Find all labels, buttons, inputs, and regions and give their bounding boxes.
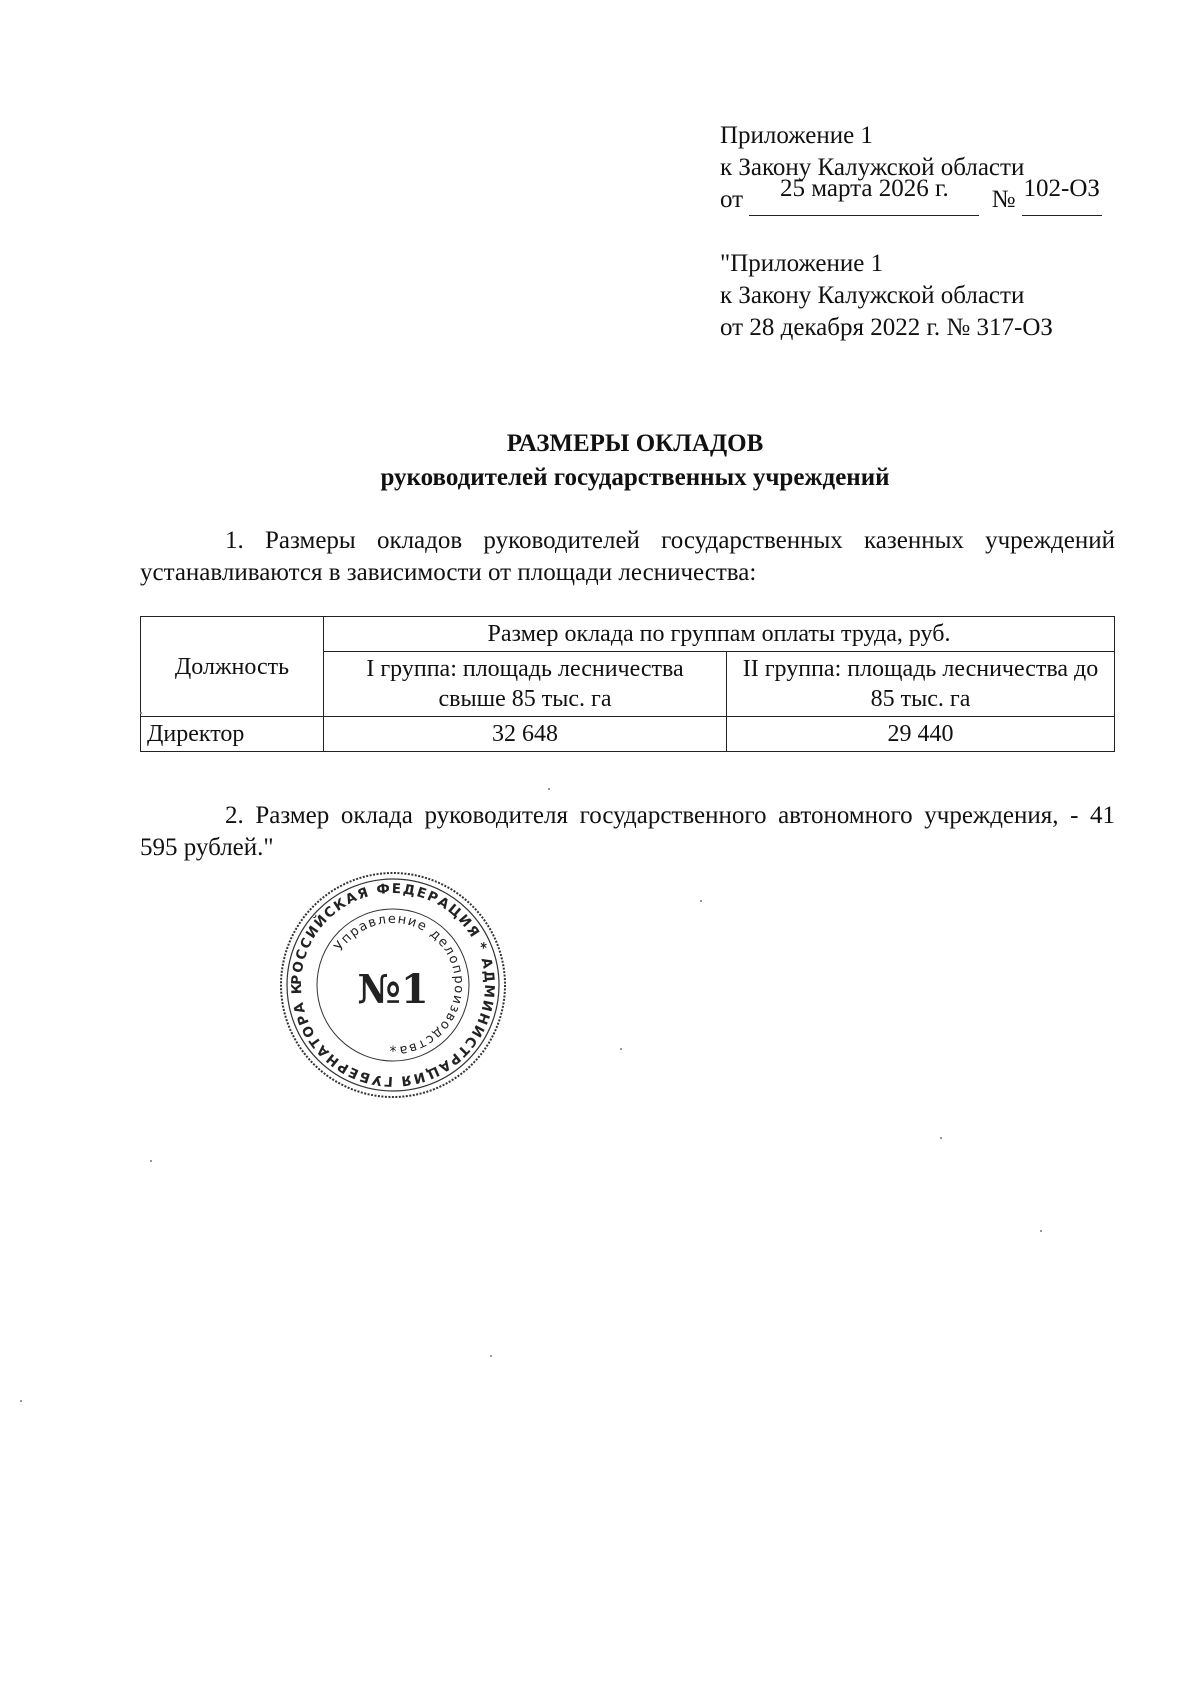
quoted-annex-law-ref: к Закону Калужской области bbox=[720, 282, 1025, 309]
annex-from-label: от bbox=[720, 186, 744, 213]
seal-outer-text: РОССИЙСКАЯ ФЕДЕРАЦИЯ * АДМИНИСТРАЦИЯ ГУБЕРНАТОРА К bbox=[288, 880, 498, 1090]
table-cell-position: Директор bbox=[141, 717, 324, 752]
official-seal bbox=[278, 870, 508, 1100]
annex-date-line bbox=[720, 175, 1102, 216]
scan-speck bbox=[940, 1137, 942, 1139]
table-cell-group-2: 29 440 bbox=[727, 717, 1115, 752]
scan-speck bbox=[490, 1355, 492, 1357]
scan-speck bbox=[140, 712, 142, 714]
quoted-annex-header bbox=[720, 248, 1053, 344]
table-row bbox=[141, 717, 1115, 752]
scan-speck bbox=[1040, 1230, 1042, 1232]
seal-inner-text: Управление делопроизводства bbox=[331, 911, 467, 1058]
seal-graphic bbox=[278, 870, 508, 1100]
table-header-salary-groups: Размер оклада по группам оплаты труда, руб. bbox=[324, 617, 1115, 652]
table-header-group-2: II группа: площадь лесничества до 85 тыс. га bbox=[727, 652, 1115, 717]
annex-date-value: 25 марта 2026 г. bbox=[780, 175, 949, 202]
annex-number-field bbox=[1022, 175, 1102, 216]
salary-table bbox=[140, 616, 1115, 752]
table-header-position: Должность bbox=[141, 617, 324, 717]
annex-number-value: 102-ОЗ bbox=[1023, 175, 1100, 202]
document-subtitle: руководителей государственных учреждений bbox=[380, 464, 890, 491]
annex-header bbox=[720, 120, 1102, 216]
annex-number-label: № bbox=[991, 186, 1016, 213]
seal-star-icon: * bbox=[389, 1044, 397, 1060]
table-header-row bbox=[141, 617, 1115, 652]
annex-date-field bbox=[749, 175, 979, 216]
paragraph-1 bbox=[140, 525, 1115, 589]
seal-center-number: №1 bbox=[357, 966, 429, 1013]
table-cell-group-1: 32 648 bbox=[324, 717, 727, 752]
quoted-annex-title: "Приложение 1 bbox=[720, 250, 884, 277]
document-title: РАЗМЕРЫ ОКЛАДОВ bbox=[506, 430, 764, 457]
scan-speck bbox=[700, 900, 702, 902]
annex-title: Приложение 1 bbox=[720, 122, 873, 149]
quoted-annex-date: от 28 декабря 2022 г. № 317-ОЗ bbox=[720, 314, 1053, 341]
paragraph-2-text: 2. Размер оклада руководителя государственного автономного учреждения, - 41 595 рублей." bbox=[140, 802, 1115, 861]
paragraph-1-text: 1. Размеры окладов руководителей государственных казенных учреждений устанавливаются в зависимости от площади лесничества: bbox=[140, 527, 1115, 586]
scan-speck bbox=[620, 1048, 622, 1050]
scan-speck bbox=[20, 1400, 22, 1402]
paragraph-2 bbox=[140, 800, 1115, 864]
scan-speck bbox=[548, 788, 550, 790]
table-header-group-1: I группа: площадь лесничества свыше 85 тыс. га bbox=[324, 652, 727, 717]
annex-law-ref: к Закону Калужской области bbox=[720, 154, 1025, 181]
scan-speck bbox=[150, 1160, 152, 1162]
